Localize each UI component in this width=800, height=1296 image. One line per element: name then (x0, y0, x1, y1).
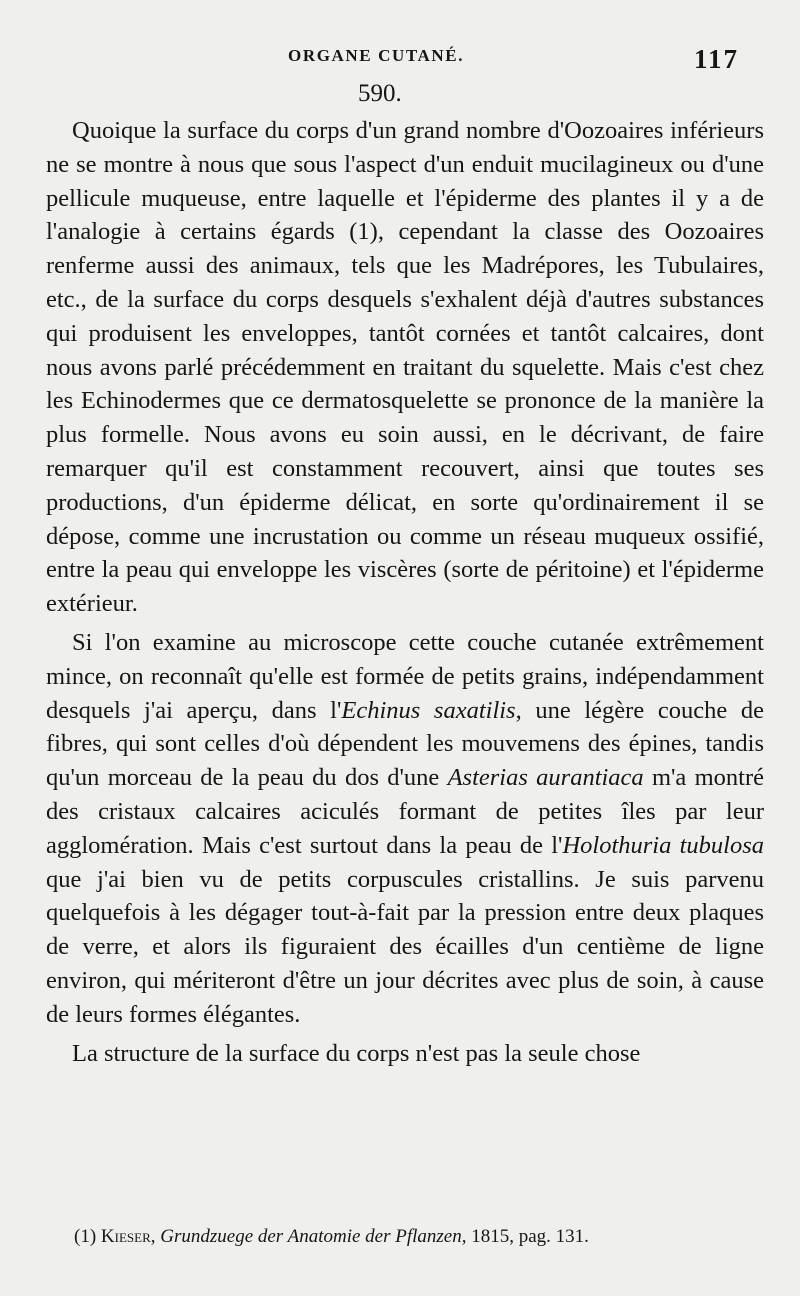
section-number: 590. (358, 80, 402, 107)
footnote: (1) Kieser, Grundzuege der Anatomie der Pflanzen, 1815, pag. 131. (74, 1226, 589, 1247)
paragraph (46, 626, 764, 1032)
italic-species-name: Holothuria tubulosa (562, 831, 764, 859)
body-text (46, 114, 764, 1070)
paragraph (46, 114, 764, 621)
text-run: que j'ai bien vu de petits corpuscules cristallins. Je suis parvenu quelquefois à les dégager tout-à-fait par la pression entre deux plaques de verre, et alors ils figuraient des écailles d'un centième de ligne environ, qui mériteront d'être un jour décrites avec plus de soin, à cause de leurs formes élégantes. (46, 865, 764, 1028)
italic-species-name: Asterias aurantiaca (447, 764, 644, 792)
text-run: m'a montré des cristaux calcaires aciculés formant de petites îles par leur agglomération. Mais c'est surtout dans la peau de l' (46, 764, 764, 859)
italic-species-name: Echinus saxatilis (341, 696, 516, 724)
running-header (0, 44, 800, 78)
page-number: 117 (694, 44, 740, 74)
paragraph (46, 1037, 764, 1071)
running-title: ORGANE CUTANÉ. (288, 46, 465, 65)
text-run: Si l'on examine au microscope cette couche cutanée extrêmement mince, on reconnaît qu'elle est formée de petits grains, indépendamment desquels j'ai aperçu, dans l' (46, 628, 764, 724)
footnote-marker: (1) (74, 1226, 97, 1247)
footnote-work-title: Grundzuege der Anatomie der Pflanzen (160, 1226, 462, 1247)
text-run: Quoique la surface du corps d'un grand nombre d'Oozoaires inférieurs ne se montre à nous que sous l'aspect d'un enduit mucilagineux ou d'une pellicule muqueuse, entre laquelle et l'épiderme des plantes il y a de l'analogie à certains égards (1), cependant la classe des Oozoaires renferme aussi des animaux, tels que les Madrépores, les Tubulaires, etc., de la surface du corps desquels s'exhalent déjà d'autres substances qui produisent les enveloppes, tantôt cornées et tantôt calcaires, dont nous avons parlé précédemment en traitant du squelette. Mais c'est chez les Echinodermes que ce dermatosquelette se prononce de la manière la plus formelle. Nous avons eu soin aussi, en le décrivant, de faire remarquer qu'il est constamment recouvert, ainsi que toutes ses productions, d'un épiderme délicat, en sorte qu'ordinairement il se dépose, comme une incrustation ou comme un réseau muqueux ossifié, entre la peau qui enveloppe les viscères (sorte de péritoine) et l'épiderme extérieur. (46, 117, 764, 618)
text-run: La structure de la surface du corps n'est pas la seule chose (72, 1039, 641, 1067)
footnote-citation: , 1815, pag. 131. (461, 1226, 589, 1247)
footnote-author: Kieser (100, 1226, 151, 1247)
text-run: , une légère couche de fibres, qui sont celles d'où dépendent les mouvemens des épines, tandis qu'un morceau de la peau du dos d'une (46, 696, 764, 792)
